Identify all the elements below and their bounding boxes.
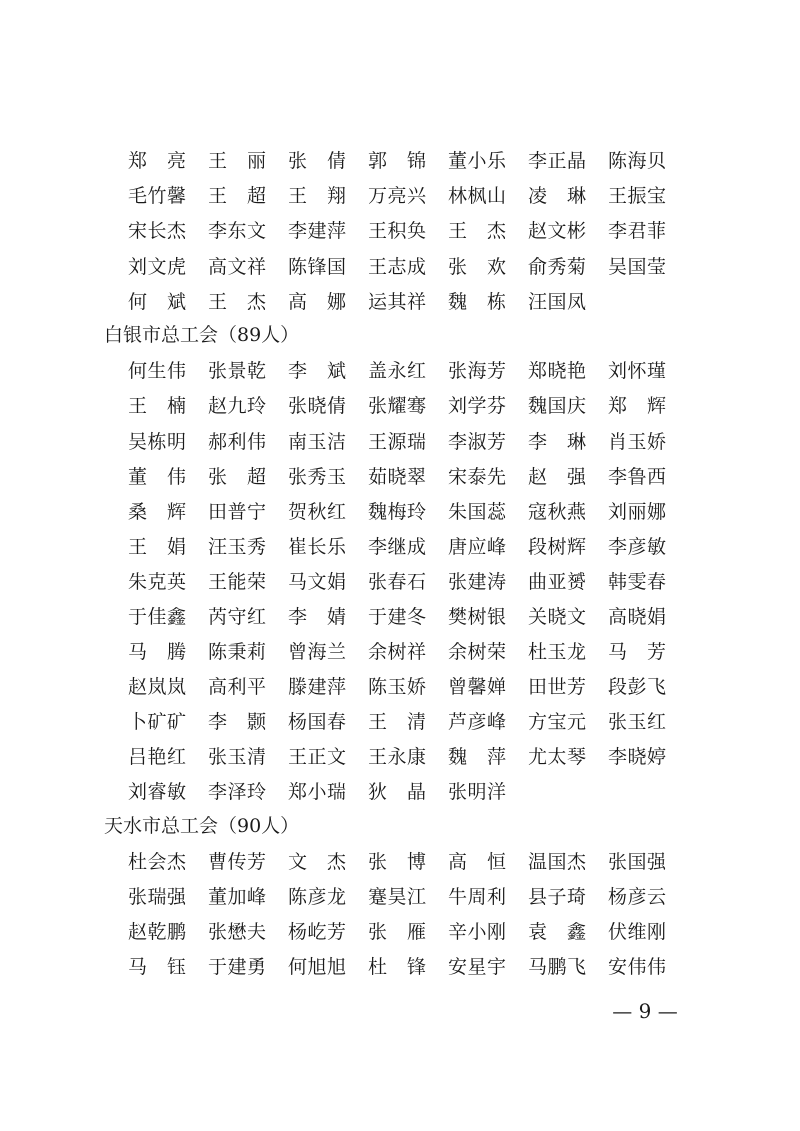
person-name: 马鹏飞 xyxy=(528,956,587,978)
person-name: 郭 锦 xyxy=(368,150,427,172)
person-name: 林枫山 xyxy=(448,185,507,207)
person-name: 王 杰 xyxy=(208,291,267,313)
person-name: 何旭旭 xyxy=(288,956,347,978)
person-name: 茹晓翠 xyxy=(368,466,427,488)
person-name: 寇秋燕 xyxy=(528,501,587,523)
person-name: 高 恒 xyxy=(448,851,507,873)
person-name: 张建涛 xyxy=(448,571,507,593)
person-name: 肖玉娇 xyxy=(608,431,667,453)
person-name: 张 博 xyxy=(368,851,427,873)
person-name: 郑小瑞 xyxy=(288,781,347,803)
person-name: 马 芳 xyxy=(608,641,667,663)
person-name: 余树祥 xyxy=(368,641,427,663)
person-name: 张 倩 xyxy=(288,150,347,172)
person-name: 陈锋国 xyxy=(288,256,347,278)
person-name: 汪玉秀 xyxy=(208,536,267,558)
name-row xyxy=(128,249,688,285)
person-name: 张瑞强 xyxy=(128,886,187,908)
person-name: 赵乾鹏 xyxy=(128,921,187,943)
person-name: 尤太琴 xyxy=(528,746,587,768)
person-name: 李 婧 xyxy=(288,606,347,628)
person-name: 曾海兰 xyxy=(288,641,347,663)
person-name: 李建萍 xyxy=(288,220,347,242)
person-name: 王 清 xyxy=(368,711,427,733)
name-row xyxy=(128,529,688,565)
name-row xyxy=(128,704,688,740)
person-name: 王 翔 xyxy=(288,185,347,207)
person-name: 魏梅玲 xyxy=(368,501,427,523)
name-row xyxy=(128,599,688,635)
person-name: 汪国凤 xyxy=(528,291,587,313)
person-name: 李泽玲 xyxy=(208,781,267,803)
person-name: 韩雯春 xyxy=(608,571,667,593)
person-name: 吕艳红 xyxy=(128,746,187,768)
name-row xyxy=(128,213,688,249)
name-row xyxy=(128,564,688,600)
person-name: 何 斌 xyxy=(128,291,187,313)
name-row xyxy=(128,669,688,705)
person-name: 李正晶 xyxy=(528,150,587,172)
person-name: 关晓文 xyxy=(528,606,587,628)
person-name: 于建勇 xyxy=(208,956,267,978)
page-number: — 9 — xyxy=(612,999,678,1023)
name-row xyxy=(128,879,688,915)
name-row xyxy=(128,774,688,810)
person-name: 张明洋 xyxy=(448,781,507,803)
person-name: 陈秉莉 xyxy=(208,641,267,663)
person-name: 董加峰 xyxy=(208,886,267,908)
person-name: 毛竹馨 xyxy=(128,185,187,207)
person-name: 张景乾 xyxy=(208,360,267,382)
person-name: 朱克英 xyxy=(128,571,187,593)
person-name: 伏维刚 xyxy=(608,921,667,943)
person-name: 张晓倩 xyxy=(288,395,347,417)
person-name: 杜会杰 xyxy=(128,851,187,873)
person-name: 李东文 xyxy=(208,220,267,242)
name-row xyxy=(128,143,688,179)
person-name: 李君菲 xyxy=(608,220,667,242)
person-name: 方宝元 xyxy=(528,711,587,733)
person-name: 王 楠 xyxy=(128,395,187,417)
person-name: 刘丽娜 xyxy=(608,501,667,523)
person-name: 曾馨婵 xyxy=(448,676,507,698)
person-name: 田世芳 xyxy=(528,676,587,698)
person-name: 吴栋明 xyxy=(128,431,187,453)
person-name: 凌 琳 xyxy=(528,185,587,207)
person-name: 董 伟 xyxy=(128,466,187,488)
person-name: 马文娟 xyxy=(288,571,347,593)
person-name: 贺秋红 xyxy=(288,501,347,523)
name-row xyxy=(128,353,688,389)
person-name: 赵岚岚 xyxy=(128,676,187,698)
person-name: 狄 晶 xyxy=(368,781,427,803)
name-row xyxy=(128,459,688,495)
person-name: 县子琦 xyxy=(528,886,587,908)
person-name: 魏 栋 xyxy=(448,291,507,313)
name-row xyxy=(128,424,688,460)
person-name: 马 钰 xyxy=(128,956,187,978)
name-row xyxy=(128,914,688,950)
person-name: 刘怀瑾 xyxy=(608,360,667,382)
person-name: 王永康 xyxy=(368,746,427,768)
person-name: 蹇昊江 xyxy=(368,886,427,908)
person-name: 李淑芳 xyxy=(448,431,507,453)
person-name: 陈彦龙 xyxy=(288,886,347,908)
person-name: 李彦敏 xyxy=(608,536,667,558)
person-name: 牛周利 xyxy=(448,886,507,908)
person-name: 杨屹芳 xyxy=(288,921,347,943)
person-name: 安伟伟 xyxy=(608,956,667,978)
person-name: 王正文 xyxy=(288,746,347,768)
person-name: 张秀玉 xyxy=(288,466,347,488)
person-name: 郝利伟 xyxy=(208,431,267,453)
person-name: 张懋夫 xyxy=(208,921,267,943)
person-name: 何生伟 xyxy=(128,360,187,382)
name-row xyxy=(128,844,688,880)
person-name: 安星宇 xyxy=(448,956,507,978)
person-name: 樊树银 xyxy=(448,606,507,628)
name-row xyxy=(128,388,688,424)
person-name: 盖永红 xyxy=(368,360,427,382)
person-name: 陈玉娇 xyxy=(368,676,427,698)
person-name: 王 丽 xyxy=(208,150,267,172)
person-name: 李晓婷 xyxy=(608,746,667,768)
person-name: 李 颢 xyxy=(208,711,267,733)
person-name: 袁 鑫 xyxy=(528,921,587,943)
person-name: 张玉红 xyxy=(608,711,667,733)
person-name: 运其祥 xyxy=(368,291,427,313)
name-row xyxy=(128,739,688,775)
person-name: 王振宝 xyxy=(608,185,667,207)
person-name: 郑 辉 xyxy=(608,395,667,417)
person-name: 崔长乐 xyxy=(288,536,347,558)
person-name: 李继成 xyxy=(368,536,427,558)
person-name: 郑晓艳 xyxy=(528,360,587,382)
person-name: 刘睿敏 xyxy=(128,781,187,803)
person-name: 赵 强 xyxy=(528,466,587,488)
person-name: 郑 亮 xyxy=(128,150,187,172)
person-name: 王积奂 xyxy=(368,220,427,242)
person-name: 王 娟 xyxy=(128,536,187,558)
person-name: 卜矿矿 xyxy=(128,711,187,733)
person-name: 张玉清 xyxy=(208,746,267,768)
person-name: 高利平 xyxy=(208,676,267,698)
person-name: 张 欢 xyxy=(448,256,507,278)
person-name: 辛小刚 xyxy=(448,921,507,943)
person-name: 芦彦峰 xyxy=(448,711,507,733)
person-name: 宋泰先 xyxy=(448,466,507,488)
person-name: 田普宁 xyxy=(208,501,267,523)
person-name: 余树荣 xyxy=(448,641,507,663)
person-name: 张 雁 xyxy=(368,921,427,943)
person-name: 桑 辉 xyxy=(128,501,187,523)
person-name: 刘学芬 xyxy=(448,395,507,417)
person-name: 赵九玲 xyxy=(208,395,267,417)
person-name: 陈海贝 xyxy=(608,150,667,172)
person-name: 于建冬 xyxy=(368,606,427,628)
person-name: 杜 锋 xyxy=(368,956,427,978)
name-row xyxy=(128,949,688,985)
person-name: 王能荣 xyxy=(208,571,267,593)
person-name: 李鲁西 xyxy=(608,466,667,488)
person-name: 朱国蕊 xyxy=(448,501,507,523)
person-name: 王志成 xyxy=(368,256,427,278)
person-name: 宋长杰 xyxy=(128,220,187,242)
person-name: 王源瑞 xyxy=(368,431,427,453)
person-name: 杨彦云 xyxy=(608,886,667,908)
person-name: 张国强 xyxy=(608,851,667,873)
person-name: 张耀骞 xyxy=(368,395,427,417)
person-name: 王 杰 xyxy=(448,220,507,242)
person-name: 于佳鑫 xyxy=(128,606,187,628)
person-name: 文 杰 xyxy=(288,851,347,873)
person-name: 高晓娟 xyxy=(608,606,667,628)
name-row xyxy=(128,284,688,320)
person-name: 高文祥 xyxy=(208,256,267,278)
person-name: 曹传芳 xyxy=(208,851,267,873)
person-name: 曲亚赟 xyxy=(528,571,587,593)
person-name: 李 斌 xyxy=(288,360,347,382)
person-name: 南玉洁 xyxy=(288,431,347,453)
person-name: 高 娜 xyxy=(288,291,347,313)
name-row xyxy=(128,178,688,214)
person-name: 魏国庆 xyxy=(528,395,587,417)
person-name: 马 腾 xyxy=(128,641,187,663)
person-name: 魏 萍 xyxy=(448,746,507,768)
person-name: 段彭飞 xyxy=(608,676,667,698)
person-name: 万亮兴 xyxy=(368,185,427,207)
person-name: 吴国莹 xyxy=(608,256,667,278)
person-name: 杜玉龙 xyxy=(528,641,587,663)
person-name: 董小乐 xyxy=(448,150,507,172)
person-name: 张 超 xyxy=(208,466,267,488)
person-name: 俞秀菊 xyxy=(528,256,587,278)
name-row xyxy=(128,494,688,530)
name-row xyxy=(128,634,688,670)
person-name: 段树辉 xyxy=(528,536,587,558)
person-name: 赵文彬 xyxy=(528,220,587,242)
person-name: 张海芳 xyxy=(448,360,507,382)
person-name: 张春石 xyxy=(368,571,427,593)
person-name: 温国杰 xyxy=(528,851,587,873)
person-name: 王 超 xyxy=(208,185,267,207)
person-name: 刘文虎 xyxy=(128,256,187,278)
person-name: 杨国春 xyxy=(288,711,347,733)
person-name: 滕建萍 xyxy=(288,676,347,698)
person-name: 唐应峰 xyxy=(448,536,507,558)
person-name: 李 琳 xyxy=(528,431,587,453)
section-heading-tianshui: 天水市总工会（90人） xyxy=(104,815,300,837)
person-name: 芮守红 xyxy=(208,606,267,628)
section-heading-baiyin: 白银市总工会（89人） xyxy=(104,324,300,346)
